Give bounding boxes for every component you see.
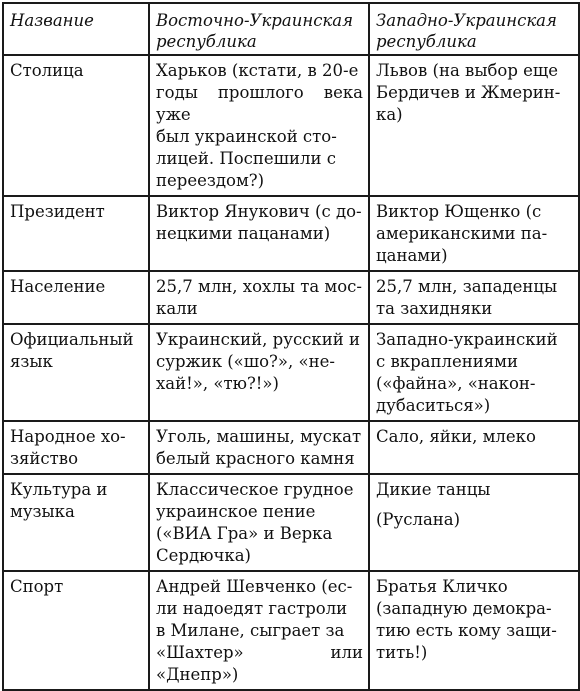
header-west-line: Западно-Украинская	[376, 11, 557, 30]
cell-line: ли надоедят гастроли	[156, 599, 348, 618]
east-cell	[149, 571, 369, 690]
table-row	[3, 324, 579, 421]
cell-line: та захидняки	[376, 299, 493, 318]
cell-line: Спорт	[10, 577, 64, 596]
cell-line: Бердичев и Жмерин-	[376, 83, 561, 102]
cell-line: язык	[10, 352, 53, 371]
cell-line: ка)	[376, 105, 403, 124]
west-cell	[369, 271, 579, 324]
cell-line: с вкраплениями	[376, 352, 518, 371]
cell-line: («ВИА Гра» и Верка	[156, 524, 333, 543]
west-cell	[369, 196, 579, 271]
cell-line: Западно-украинский	[376, 330, 558, 349]
east-cell	[149, 421, 369, 474]
cell-line: Народное хо-	[10, 427, 126, 446]
cell-line: 25,7 млн, хохлы та мос-	[156, 277, 362, 296]
cell-line: 25,7 млн, западенцы	[376, 277, 558, 296]
cell-line: (Руслана)	[376, 510, 461, 529]
cell-line: годы прошлого века уже	[156, 83, 363, 124]
table-row	[3, 196, 579, 271]
header-west-line: республика	[376, 32, 477, 51]
west-cell	[369, 474, 579, 571]
row-label	[3, 55, 149, 196]
cell-line: Сало, яйки, млеко	[376, 427, 536, 446]
cell-line: украинское пение	[156, 502, 316, 521]
row-label	[3, 271, 149, 324]
header-west	[369, 3, 579, 55]
table-row	[3, 421, 579, 474]
row-label	[3, 324, 149, 421]
cell-line: Столица	[10, 61, 84, 80]
cell-line: Сердючка)	[156, 546, 251, 565]
cell-line: кали	[156, 299, 198, 318]
row-label	[3, 474, 149, 571]
cell-line: был украинской сто-	[156, 127, 337, 146]
cell-line: Официальный	[10, 330, 134, 349]
row-label	[3, 196, 149, 271]
cell-line: хай!», «тю?!»)	[156, 374, 279, 393]
cell-line: «Шахтер» или «Днепр»)	[156, 643, 363, 684]
east-cell	[149, 55, 369, 196]
cell-line: переездом?)	[156, 171, 265, 190]
header-name-text: Название	[10, 11, 94, 30]
comparison-table	[2, 2, 580, 691]
table-row	[3, 571, 579, 690]
cell-line: («файна», «након-	[376, 374, 536, 393]
cell-line: в Милане, сыграет за	[156, 621, 345, 640]
cell-line: Украинский, русский и	[156, 330, 360, 349]
table-row	[3, 474, 579, 571]
cell-line: Население	[10, 277, 106, 296]
cell-line: белый красного камня	[156, 449, 355, 468]
cell-line: Андрей Шевченко (ес-	[156, 577, 353, 596]
east-cell	[149, 324, 369, 421]
cell-line: дубаситься»)	[376, 396, 491, 415]
cell-line: Харьков (кстати, в 20-е	[156, 61, 359, 80]
cell-line: тию есть кому защи-	[376, 621, 557, 640]
cell-line: тить!)	[376, 643, 428, 662]
cell-line: Дикие танцы	[376, 480, 491, 499]
header-row	[3, 3, 579, 55]
header-east-line: Восточно-Украинская	[156, 11, 354, 30]
header-east-line: республика	[156, 32, 257, 51]
cell-line: суржик («шо?», «не-	[156, 352, 335, 371]
cell-line: Культура и	[10, 480, 108, 499]
line-gap	[376, 501, 573, 509]
cell-line: Виктор Ющенко (с	[376, 202, 542, 221]
table-row	[3, 55, 579, 196]
table-row	[3, 271, 579, 324]
west-cell	[369, 324, 579, 421]
east-cell	[149, 196, 369, 271]
west-cell	[369, 55, 579, 196]
cell-line: музыка	[10, 502, 75, 521]
cell-line: Львов (на выбор еще	[376, 61, 558, 80]
east-cell	[149, 474, 369, 571]
cell-line: Братья Кличко	[376, 577, 508, 596]
cell-line: цанами)	[376, 246, 448, 265]
cell-line: Классическое грудное	[156, 480, 354, 499]
row-label	[3, 571, 149, 690]
cell-line: нецкими пацанами)	[156, 224, 331, 243]
cell-line: Президент	[10, 202, 105, 221]
west-cell	[369, 571, 579, 690]
cell-line: (западную демокра-	[376, 599, 552, 618]
cell-line: лицей. Поспешили с	[156, 149, 336, 168]
cell-line: Уголь, машины, мускат	[156, 427, 362, 446]
row-label	[3, 421, 149, 474]
cell-line: зяйство	[10, 449, 78, 468]
east-cell	[149, 271, 369, 324]
west-cell	[369, 421, 579, 474]
header-name	[3, 3, 149, 55]
header-east	[149, 3, 369, 55]
cell-line: американскими па-	[376, 224, 548, 243]
cell-line: Виктор Янукович (с до-	[156, 202, 362, 221]
